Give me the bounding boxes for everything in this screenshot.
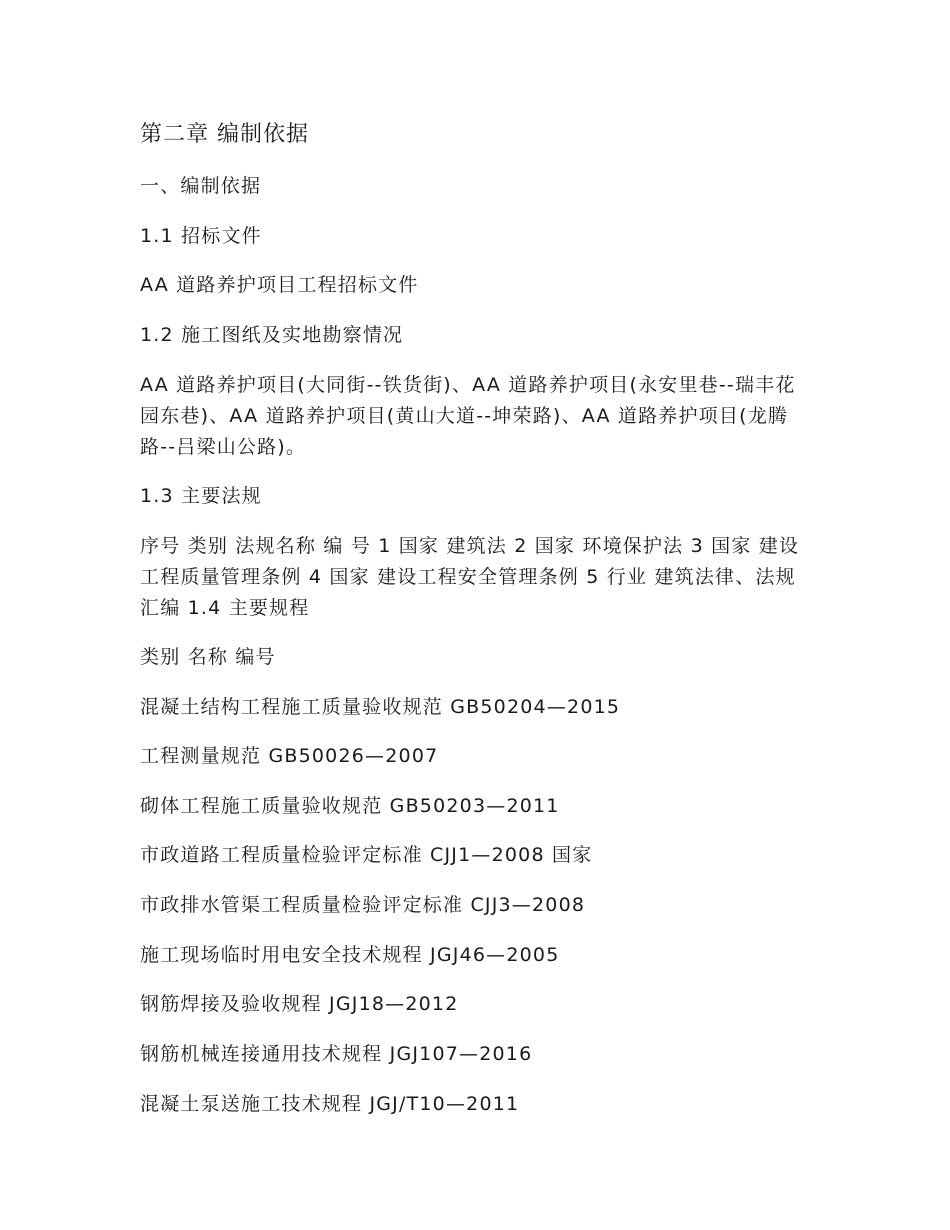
chapter-title: 第二章 编制依据 — [140, 122, 309, 147]
standard-item: 工程测量规范 GB50026—2007 — [140, 745, 439, 767]
section-title: 一、编制依据 — [140, 175, 262, 197]
tender-document-line: AA 道路养护项目工程招标文件 — [140, 274, 419, 296]
standard-item: 市政排水管渠工程质量检验评定标准 CJJ3—2008 — [140, 894, 586, 916]
standard-item: 施工现场临时用电安全技术规程 JGJ46—2005 — [140, 944, 560, 966]
standard-item: 砌体工程施工质量验收规范 GB50203—2011 — [140, 795, 560, 817]
regulations-paragraph: 序号 类别 法规名称 编 号 1 国家 建筑法 2 国家 环境保护法 3 国家 建设工程质量管理条例 4 国家 建设工程安全管理条例 5 行业 建筑法律、法规汇编 1.4 主要规程 — [140, 535, 800, 619]
subsection-1-2: 1.2 施工图纸及实地勘察情况 — [140, 324, 404, 346]
standard-item: 钢筋机械连接通用技术规程 JGJ107—2016 — [140, 1043, 533, 1065]
standard-item: 钢筋焊接及验收规程 JGJ18—2012 — [140, 993, 459, 1015]
subsection-1-3: 1.3 主要法规 — [140, 485, 262, 507]
subsection-1-1: 1.1 招标文件 — [140, 225, 262, 247]
project-list-paragraph: AA 道路养护项目(大同街--铁货街)、AA 道路养护项目(永安里巷--瑞丰花园东巷)、AA 道路养护项目(黄山大道--坤荣路)、AA 道路养护项目(龙腾路--吕梁山公路)。 — [140, 374, 796, 458]
standard-item: 混凝土结构工程施工质量验收规范 GB50204—2015 — [140, 696, 621, 718]
standard-item: 市政道路工程质量检验评定标准 CJJ1—2008 国家 — [140, 844, 593, 866]
standard-item: 混凝土泵送施工技术规程 JGJ/T10—2011 — [140, 1093, 520, 1115]
standards-header: 类别 名称 编号 — [140, 646, 276, 668]
